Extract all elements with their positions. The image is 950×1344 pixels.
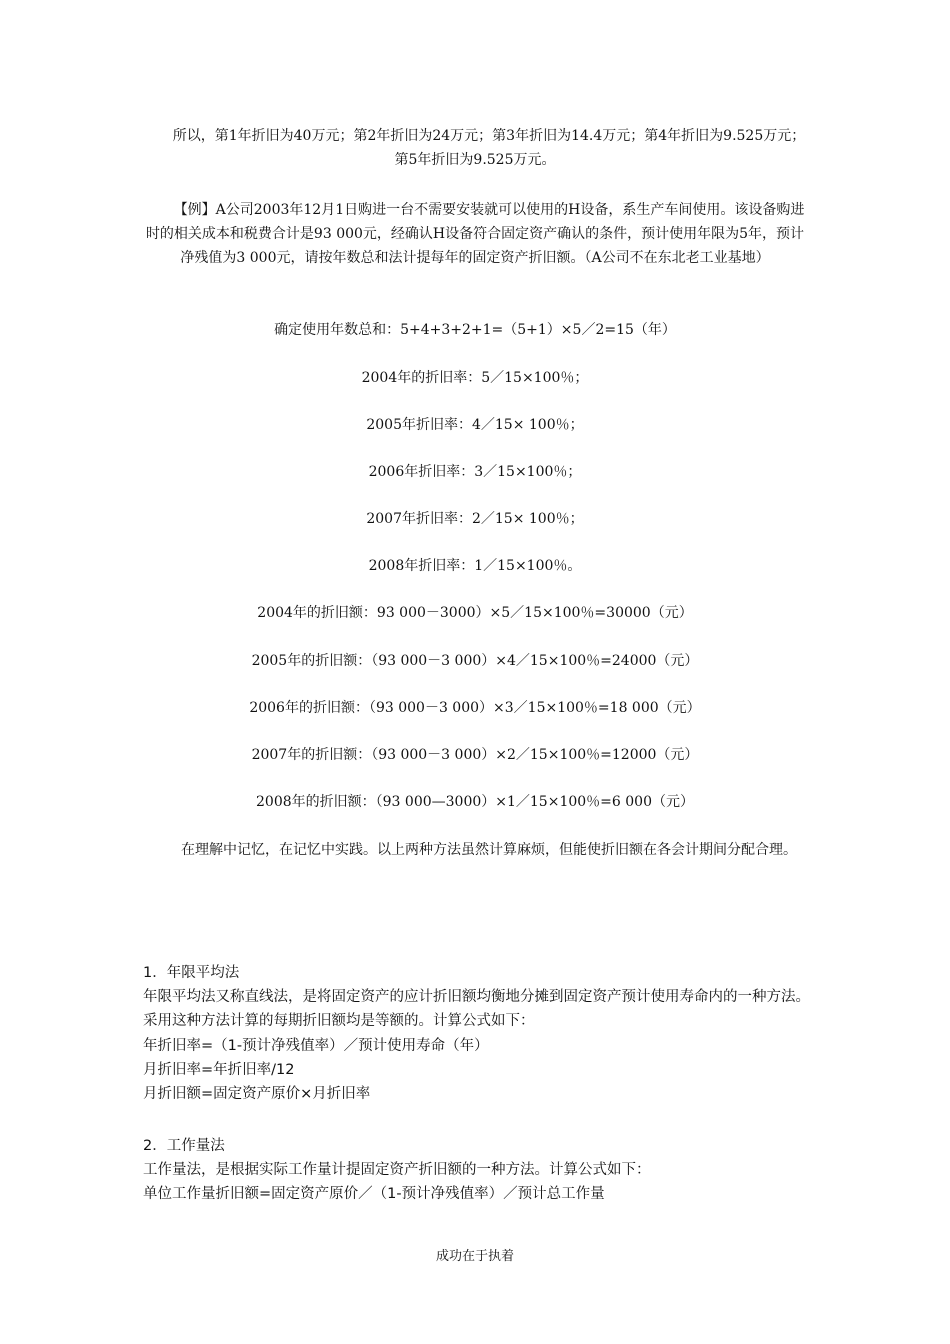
- summary-paragraph: [142, 838, 808, 862]
- section1-formula-annual-rate: 年折旧率=（1-预计净残值率）／预计使用寿命（年）: [143, 1038, 489, 1054]
- section1-formula-monthly-amount: 月折旧额=固定资产原价×月折旧率: [143, 1086, 371, 1102]
- section1-heading: 1．年限平均法: [143, 965, 240, 981]
- calc-line-amount-2004: 2004年的折旧额：93 000－3000）×5／15×100％=30000（元）: [257, 605, 693, 621]
- calc-line-rate-2008: 2008年折旧率：1／15×100％。: [368, 558, 582, 574]
- calc-line-amount-2006: 2006年的折旧额：（93 000－3 000）×3／15×100％=18 000（元）: [249, 700, 701, 716]
- calc-line-amount-2007: 2007年的折旧额：（93 000－3 000）×2／15×100％=12000（元）: [251, 747, 699, 763]
- calc-line-rate-2006: 2006年折旧率：3／15×100％；: [368, 464, 582, 480]
- section1-formula-monthly-rate: 月折旧率=年折旧率/12: [143, 1062, 295, 1078]
- calc-line-amount-2005: 2005年的折旧额：（93 000－3 000）×4／15×100％=24000（元）: [251, 653, 699, 669]
- summary-text: 在理解中记忆，在记忆中实践。以上两种方法虽然计算麻烦，但能使折旧额在各会计期间分配合理。: [181, 842, 797, 858]
- section2-description: 工作量法，是根据实际工作量计提固定资产折旧额的一种方法。计算公式如下：: [143, 1162, 651, 1178]
- example-text: 【例】A公司2003年12月1日购进一台不需要安装就可以使用的H设备，系生产车间使用。该设备购进时的相关成本和税费合计是93 000元，经确认H设备符合固定资产确认的条件，预计使用年限为5年，预计净残值为3 000元，请按年数总和法计提每年的固定资产折旧额。（A公司不在东北老工业基地）: [145, 202, 805, 266]
- section2-heading: 2．工作量法: [143, 1138, 225, 1154]
- conclusion-text: 所以，第1年折旧为40万元；第2年折旧为24万元；第3年折旧为14.4万元；第4年折旧为9.525万元；第5年折旧为9.525万元。: [172, 128, 806, 168]
- calc-line-rate-2004: 2004年的折旧率：5／15×100％；: [361, 370, 589, 386]
- example-paragraph: [142, 198, 808, 270]
- section2-formula-unit-depreciation: 单位工作量折旧额=固定资产原价／（1-预计净残值率）／预计总工作量: [143, 1186, 605, 1202]
- section1-description: 年限平均法又称直线法，是将固定资产的应计折旧额均衡地分摊到固定资产预计使用寿命内的一种方法。采用这种方法计算的每期折旧额均是等额的。计算公式如下：: [143, 989, 810, 1029]
- calc-line-amount-2008: 2008年的折旧额：（93 000—3000）×1／15×100％=6 000（元）: [256, 794, 694, 810]
- page-footer: 成功在于执着: [435, 1249, 514, 1264]
- conclusion-paragraph: [142, 124, 808, 172]
- calc-line-rate-2005: 2005年折旧率：4／15× 100％；: [366, 417, 584, 433]
- calc-line-rate-2007: 2007年折旧率：2／15× 100％；: [366, 511, 584, 527]
- calc-line-total-years: 确定使用年数总和：5+4+3+2+1=（5+1）×5／2=15（年）: [274, 322, 676, 338]
